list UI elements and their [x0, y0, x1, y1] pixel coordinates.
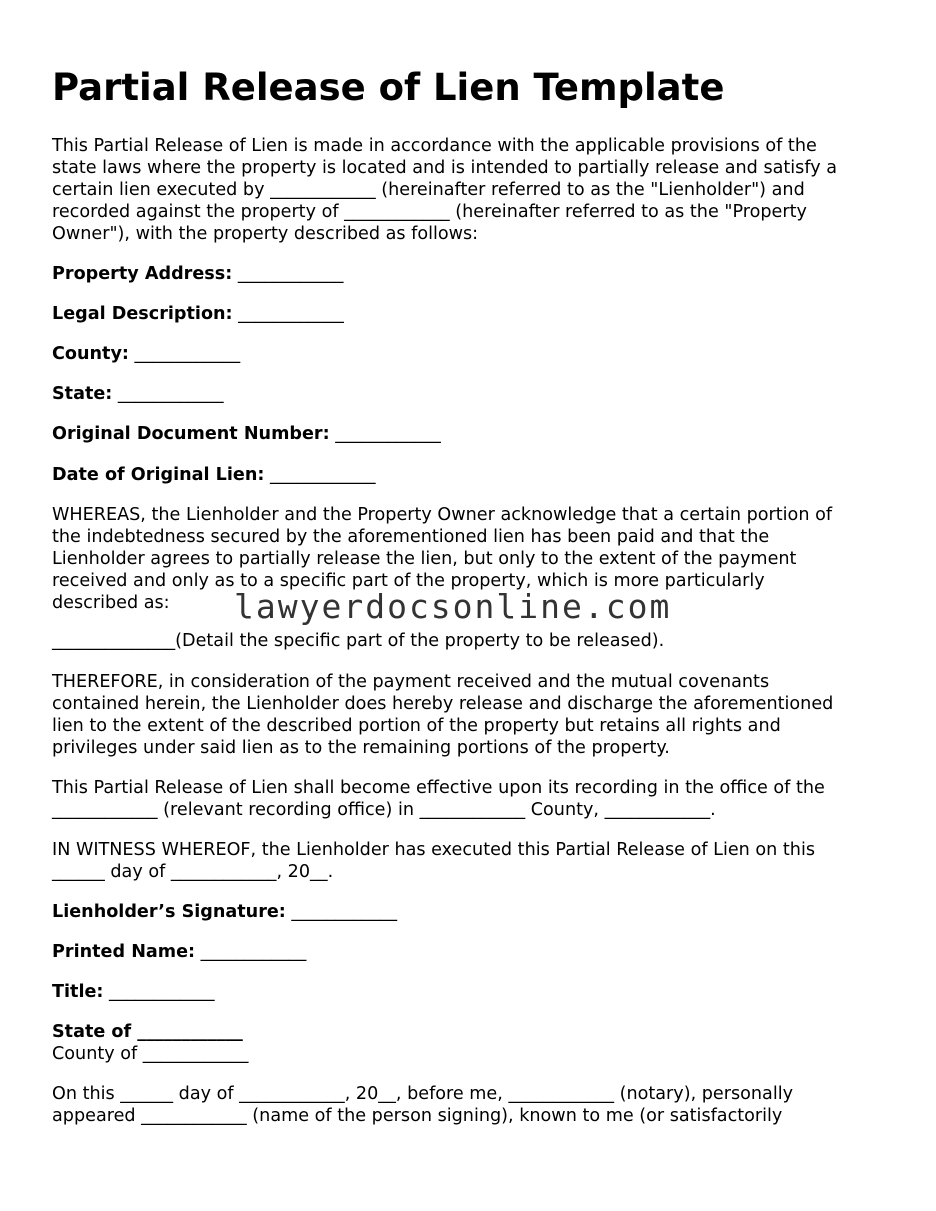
field-printed-name — [52, 941, 892, 963]
field-label: County: — [52, 344, 129, 364]
field-date-original-lien — [52, 464, 892, 486]
field-county — [52, 343, 892, 365]
notary-line: On this ______ day of ____________, 20__, before me, ____________ (notary), personally — [52, 1084, 794, 1104]
intro-paragraph — [52, 135, 892, 245]
county-of-line: County of ____________ — [52, 1044, 249, 1064]
whereas-line: Lienholder agrees to partially release the lien, but only to the extent of the payment — [52, 549, 797, 569]
notary-paragraph — [52, 1083, 892, 1127]
whereas-line: WHEREAS, the Lienholder and the Property Owner acknowledge that a certain portion of — [52, 505, 833, 525]
effective-line: ____________ (relevant recording office) in ____________ County, ____________. — [52, 800, 716, 820]
field-label: Legal Description: — [52, 304, 233, 324]
field-label: State: — [52, 384, 113, 404]
field-state — [52, 383, 892, 405]
field-blank: ____________ — [329, 424, 441, 444]
therefore-line: privileges under said lien as to the remaining portions of the property. — [52, 738, 670, 758]
effective-paragraph — [52, 777, 892, 821]
field-label: Lienholder’s Signature: — [52, 902, 286, 922]
therefore-line: contained herein, the Lienholder does hereby release and discharge the aforementioned — [52, 694, 834, 714]
field-label: Date of Original Lien: — [52, 465, 265, 485]
field-blank: ____________ — [128, 344, 241, 364]
field-blank: ____________ — [264, 465, 376, 485]
field-label: Property Address: — [52, 264, 233, 284]
field-title — [52, 981, 892, 1003]
therefore-line: lien to the extent of the described portion of the property but retains all rights and — [52, 716, 781, 736]
field-blank: ____________ — [103, 982, 215, 1002]
intro-line: recorded against the property of ____________ (hereinafter referred to as the "Property — [52, 202, 807, 222]
field-property-address — [52, 263, 892, 285]
watermark-text: lawyerdocsonline.com — [234, 587, 672, 626]
notary-line: appeared ____________ (name of the person signing), known to me (or satisfactorily — [52, 1106, 783, 1126]
field-blank: ____________ — [285, 902, 397, 922]
field-blank: ____________ — [195, 942, 307, 962]
detail-line — [52, 630, 892, 652]
effective-line: This Partial Release of Lien shall become effective upon its recording in the office of the — [52, 778, 825, 798]
whereas-line: received and only as to a specific part of the property, which is more particularly — [52, 571, 765, 591]
whereas-line: the indebtedness secured by the aforementioned lien has been paid and that the — [52, 527, 770, 547]
field-blank: ____________ — [232, 264, 344, 284]
field-original-document-number — [52, 423, 892, 445]
intro-line: Owner"), with the property described as follows: — [52, 224, 479, 244]
witness-paragraph — [52, 839, 892, 883]
document-title: Partial Release of Lien Template — [52, 66, 725, 109]
state-of-line: State of ____________ — [52, 1022, 243, 1042]
field-blank: ____________ — [112, 384, 224, 404]
intro-line: This Partial Release of Lien is made in accordance with the applicable provisions of the — [52, 136, 817, 156]
witness-line: IN WITNESS WHEREOF, the Lienholder has executed this Partial Release of Lien on this — [52, 840, 816, 860]
intro-line: certain lien executed by ____________ (hereinafter referred to as the "Lienholder") and — [52, 180, 805, 200]
therefore-paragraph — [52, 671, 892, 759]
field-legal-description — [52, 303, 892, 325]
field-label: Title: — [52, 982, 104, 1002]
field-label: Original Document Number: — [52, 424, 330, 444]
therefore-line: THEREFORE, in consideration of the payment received and the mutual covenants — [52, 672, 770, 692]
whereas-line: described as: — [52, 593, 170, 613]
witness-line: ______ day of ____________, 20__. — [52, 862, 334, 882]
field-lienholder-signature — [52, 901, 892, 923]
field-blank: ____________ — [232, 304, 344, 324]
detail-text: ______________(Detail the specific part of the property to be released). — [52, 631, 665, 651]
intro-line: state laws where the property is located and is intended to partially release and satisfy a — [52, 158, 838, 178]
state-county-block — [52, 1021, 892, 1065]
field-label: Printed Name: — [52, 942, 196, 962]
